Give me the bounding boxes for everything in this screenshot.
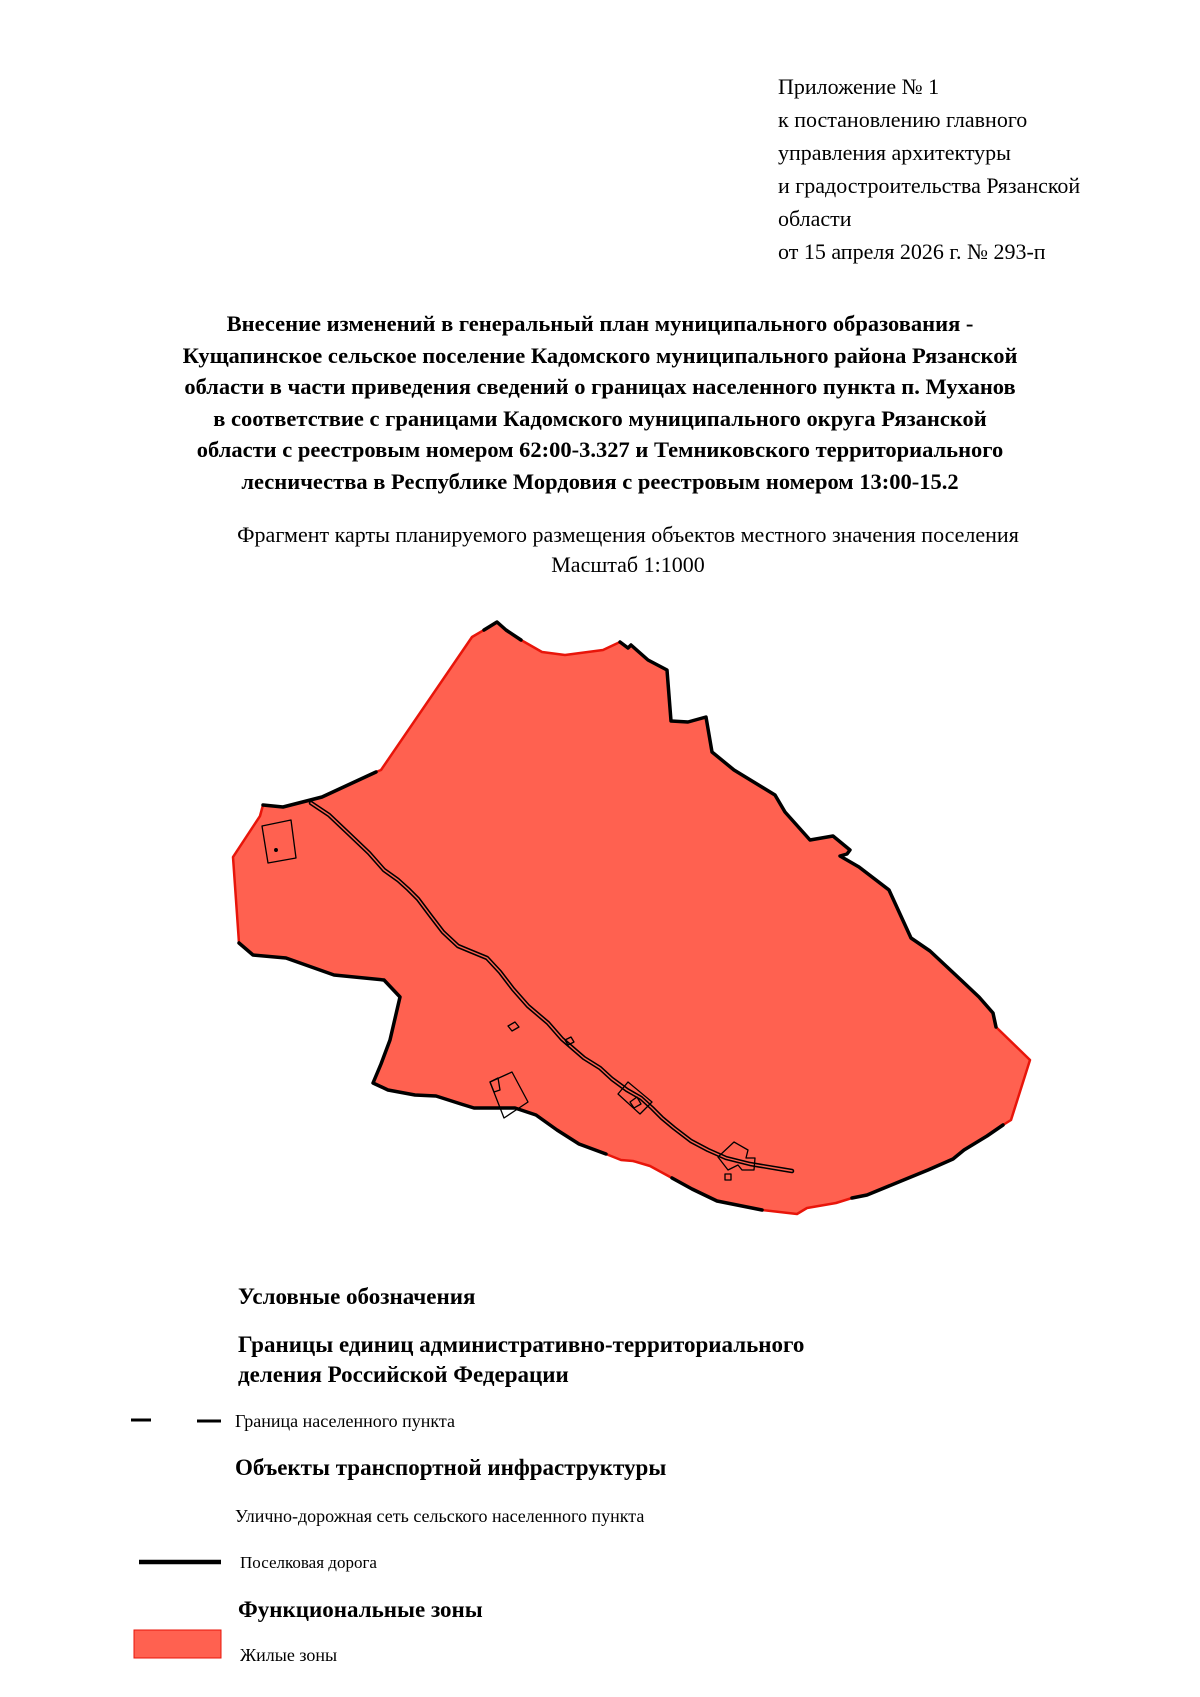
- legend-road-label: Поселковая дорога: [240, 1553, 377, 1572]
- title-line: в соответствие с границами Кадомского муниципального округа Рязанской: [213, 405, 987, 431]
- title-line: Внесение изменений в генеральный план муниципального образования -: [226, 311, 974, 336]
- map-scale: Масштаб 1:1000: [551, 552, 705, 577]
- legend-admin-heading: [238, 1330, 804, 1390]
- legend-boundary-label: Граница населенного пункта: [235, 1411, 455, 1431]
- legend-admin-heading-line: Границы единиц административно-территориального: [238, 1332, 805, 1357]
- legend-admin-heading-line: деления Российской Федерации: [238, 1362, 569, 1387]
- appendix-line: Приложение № 1: [778, 74, 940, 99]
- legend-transport-heading: Объекты транспортной инфраструктуры: [235, 1455, 667, 1480]
- legend-residential-label: Жилые зоны: [240, 1645, 338, 1665]
- legend-zones-heading: Функциональные зоны: [238, 1597, 483, 1622]
- title-line: лесничества в Республике Мордовия с реестровым номером 13:00-15.2: [241, 468, 959, 494]
- appendix-line: области: [778, 206, 852, 231]
- appendix-line: к постановлению главного: [778, 107, 1028, 132]
- title-line: области с реестровым номером 62:00-3.327 и Темниковского территориального: [196, 437, 1004, 462]
- legend-transport-subheading: Улично-дорожная сеть сельского населенного пункта: [235, 1506, 645, 1526]
- building-marker: [275, 849, 278, 852]
- legend-title: Условные обозначения: [238, 1284, 476, 1309]
- legend-symbols: [131, 1420, 221, 1658]
- map-name: Фрагмент карты планируемого размещения объектов местного значения поселения: [237, 522, 1019, 547]
- appendix-line: и градостроительства Рязанской: [778, 173, 1081, 198]
- title-line: области в части приведения сведений о границах населенного пункта п. Муханов: [184, 374, 1016, 399]
- residential-zone: [233, 622, 1030, 1214]
- appendix-line: от 15 апреля 2026 г. № 293-п: [778, 239, 1046, 264]
- legend-residential-swatch: [134, 1630, 221, 1658]
- appendix-line: управления архитектуры: [778, 140, 1011, 165]
- title-line: Кущапинское сельское поселение Кадомского муниципального района Рязанской: [182, 342, 1018, 368]
